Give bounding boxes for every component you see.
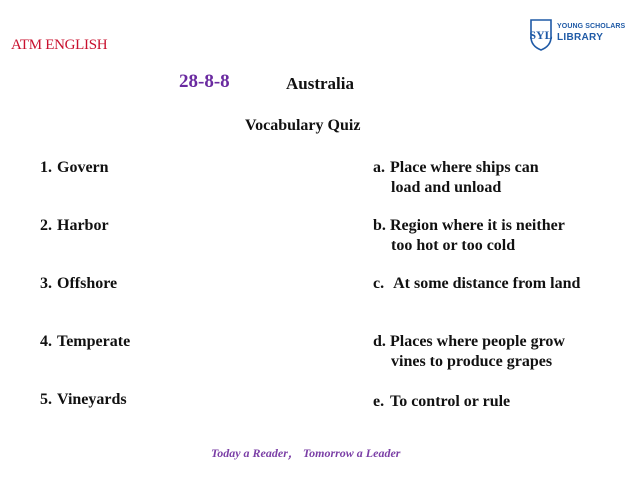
definition-line1: Place where ships can [390, 159, 539, 176]
definition-item [373, 332, 565, 372]
word-number: 5. [40, 391, 52, 408]
word-number: 1. [40, 159, 52, 176]
word-item [40, 216, 109, 236]
word-item [40, 332, 130, 352]
definition-label: e. [373, 393, 385, 410]
logo-mark: SYL [529, 28, 553, 42]
logo-line1: YOUNG SCHOLARS [557, 23, 626, 30]
word-number: 4. [40, 333, 52, 350]
definition-line2: vines to produce grapes [391, 353, 553, 370]
footer-motto: Today a Reader， Tomorrow a Leader [211, 446, 401, 460]
word-item [40, 274, 117, 294]
word-text: Govern [57, 159, 109, 176]
definition-label: b. [373, 217, 386, 234]
quiz-title: Vocabulary Quiz [245, 117, 361, 134]
word-text: Harbor [57, 217, 109, 234]
definition-label: d. [373, 333, 386, 350]
word-text: Offshore [57, 275, 118, 292]
definition-line1: Region where it is neither [390, 217, 565, 234]
definition-line1: At some distance from land [390, 275, 581, 292]
definition-line2: load and unload [391, 179, 502, 196]
word-number: 2. [40, 217, 52, 234]
definition-line1: To control or rule [390, 393, 511, 410]
definition-item [373, 158, 539, 198]
definition-line1: Places where people grow [390, 333, 565, 350]
word-number: 3. [40, 275, 52, 292]
word-item [40, 158, 109, 178]
definition-label: c. [373, 275, 385, 292]
definition-item [373, 274, 580, 294]
definition-line2: too hot or too cold [391, 237, 516, 254]
brand-title: ATM ENGLISH [11, 37, 108, 53]
logo [527, 17, 637, 51]
definition-label: a. [373, 159, 385, 176]
word-text: Temperate [57, 333, 131, 350]
lesson-topic: Australia [286, 74, 354, 93]
lesson-code: 28-8-8 [179, 71, 230, 92]
syl-logo-icon [527, 17, 555, 51]
definition-item [373, 216, 565, 256]
definition-item [373, 392, 510, 412]
logo-line2: LIBRARY [557, 32, 604, 43]
word-text: Vineyards [57, 391, 127, 408]
word-item [40, 390, 127, 410]
